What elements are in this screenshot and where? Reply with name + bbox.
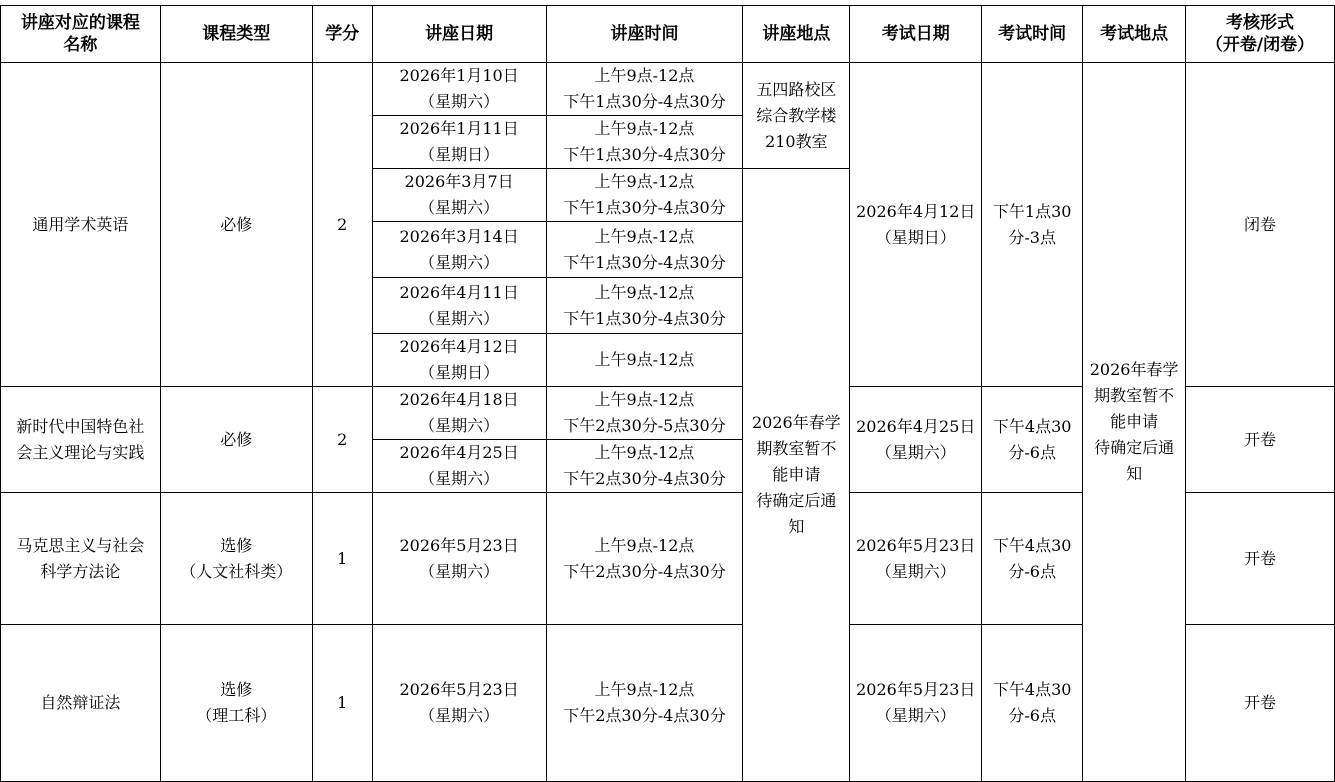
header-course-name: 讲座对应的课程 名称 — [1, 6, 161, 63]
exam-date-cell: 2026年4月12日 （星期日） — [850, 63, 982, 387]
lecture-time-cell: 上午9点-12点 下午1点30分-4点30分 — [546, 169, 743, 222]
exam-date-cell: 2026年5月23日 （星期六） — [850, 493, 982, 625]
lecture-date-cell: 2026年5月23日 （星期六） — [372, 625, 546, 782]
exam-date-cell: 2026年4月25日 （星期六） — [850, 387, 982, 493]
lecture-date-cell: 2026年3月14日 （星期六） — [372, 222, 546, 278]
assessment-cell: 闭卷 — [1186, 63, 1335, 387]
lecture-time-cell: 上午9点-12点 下午1点30分-4点30分 — [546, 278, 743, 334]
table-row — [1, 63, 1335, 116]
credit-cell: 1 — [312, 493, 372, 625]
exam-location-cell: 2026年春学 期教室暂不 能申请 待确定后通 知 — [1083, 63, 1186, 782]
lecture-time-cell: 上午9点-12点 下午2点30分-5点30分 — [546, 387, 743, 440]
lecture-time-cell: 上午9点-12点 — [546, 334, 743, 387]
header-course-type: 课程类型 — [160, 6, 312, 63]
lecture-time-cell: 上午9点-12点 下午1点30分-4点30分 — [546, 116, 743, 169]
course-name-cell: 马克思主义与社会 科学方法论 — [1, 493, 161, 625]
exam-time-cell: 下午4点30 分-6点 — [982, 387, 1083, 493]
header-row — [1, 6, 1335, 63]
assessment-cell: 开卷 — [1186, 387, 1335, 493]
lecture-date-cell: 2026年1月11日 （星期日） — [372, 116, 546, 169]
lecture-date-cell: 2026年1月10日 （星期六） — [372, 63, 546, 116]
lecture-time-cell: 上午9点-12点 下午2点30分-4点30分 — [546, 493, 743, 625]
lecture-time-cell: 上午9点-12点 下午1点30分-4点30分 — [546, 63, 743, 116]
course-type-cell: 选修 （人文社科类） — [160, 493, 312, 625]
lecture-time-cell: 上午9点-12点 下午2点30分-4点30分 — [546, 440, 743, 493]
course-name-cell: 通用学术英语 — [1, 63, 161, 387]
lecture-time-cell: 上午9点-12点 下午1点30分-4点30分 — [546, 222, 743, 278]
course-type-cell: 必修 — [160, 63, 312, 387]
header-lecture-location: 讲座地点 — [743, 6, 850, 63]
header-exam-date: 考试日期 — [850, 6, 982, 63]
exam-time-cell: 下午1点30 分-3点 — [982, 63, 1083, 387]
lecture-location-cell: 五四路校区 综合教学楼 210教室 — [743, 63, 850, 169]
course-type-cell: 选修 （理工科） — [160, 625, 312, 782]
lecture-date-cell: 2026年3月7日 （星期六） — [372, 169, 546, 222]
credit-cell: 2 — [312, 387, 372, 493]
exam-date-cell: 2026年5月23日 （星期六） — [850, 625, 982, 782]
header-exam-time: 考试时间 — [982, 6, 1083, 63]
course-type-cell: 必修 — [160, 387, 312, 493]
lecture-date-cell: 2026年4月11日 （星期六） — [372, 278, 546, 334]
lecture-time-cell: 上午9点-12点 下午2点30分-4点30分 — [546, 625, 743, 782]
lecture-date-cell: 2026年4月18日 （星期六） — [372, 387, 546, 440]
header-exam-location: 考试地点 — [1083, 6, 1186, 63]
header-lecture-time: 讲座时间 — [546, 6, 743, 63]
header-credit: 学分 — [312, 6, 372, 63]
header-assessment: 考核形式 （开卷/闭卷） — [1186, 6, 1335, 63]
exam-time-cell: 下午4点30 分-6点 — [982, 625, 1083, 782]
credit-cell: 2 — [312, 63, 372, 387]
credit-cell: 1 — [312, 625, 372, 782]
assessment-cell: 开卷 — [1186, 493, 1335, 625]
header-lecture-date: 讲座日期 — [372, 6, 546, 63]
exam-time-cell: 下午4点30 分-6点 — [982, 493, 1083, 625]
course-name-cell: 自然辩证法 — [1, 625, 161, 782]
course-schedule-table — [0, 5, 1335, 782]
course-name-cell: 新时代中国特色社 会主义理论与实践 — [1, 387, 161, 493]
lecture-date-cell: 2026年4月12日 （星期日） — [372, 334, 546, 387]
lecture-location-cell: 2026年春学 期教室暂不 能申请 待确定后通 知 — [743, 169, 850, 782]
lecture-date-cell: 2026年5月23日 （星期六） — [372, 493, 546, 625]
assessment-cell: 开卷 — [1186, 625, 1335, 782]
lecture-date-cell: 2026年4月25日 （星期六） — [372, 440, 546, 493]
